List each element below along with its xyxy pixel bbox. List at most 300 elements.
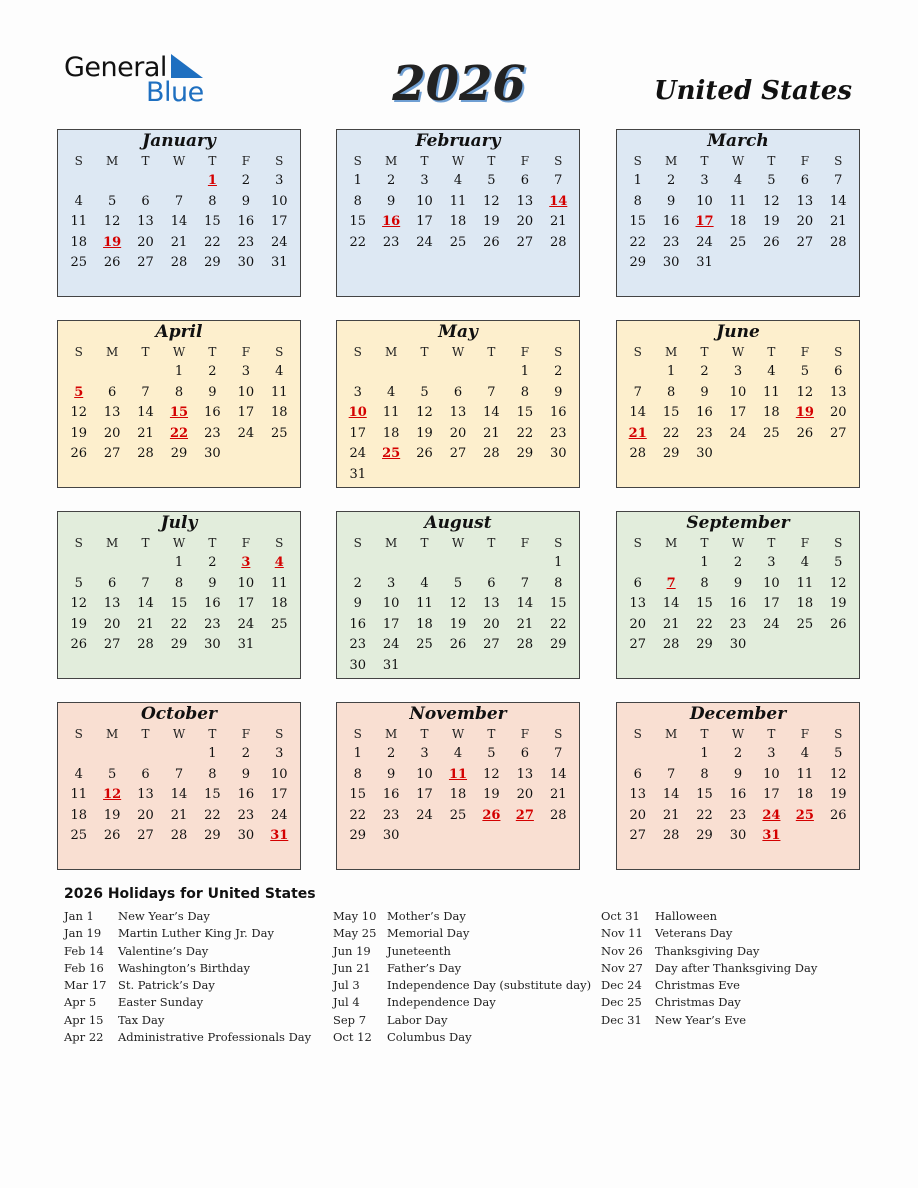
day-cell: 22 bbox=[170, 616, 188, 632]
month-may bbox=[336, 320, 580, 488]
day-cell: 3 bbox=[700, 173, 709, 188]
calendar-year: 2026 bbox=[392, 56, 526, 112]
holiday-date: Oct 12 bbox=[333, 1030, 372, 1045]
day-cell: 3 bbox=[353, 384, 362, 400]
day-cell: 30 bbox=[662, 255, 680, 271]
weekday-label: S bbox=[353, 154, 362, 168]
day-cell: 25 bbox=[271, 425, 288, 441]
holiday-row bbox=[601, 994, 871, 1011]
holiday-row bbox=[64, 1029, 334, 1046]
day-cell: 29 bbox=[696, 828, 713, 844]
day-cell: 3 bbox=[767, 555, 776, 570]
weekday-label: T bbox=[700, 345, 709, 359]
day-cell: 6 bbox=[141, 766, 150, 782]
day-cell: 18 bbox=[70, 234, 87, 250]
holiday-day-cell: 27 bbox=[515, 807, 534, 823]
holiday-name: Christmas Eve bbox=[655, 978, 740, 993]
day-cell: 10 bbox=[763, 575, 780, 591]
day-cell: 11 bbox=[70, 214, 87, 230]
day-cell: 23 bbox=[237, 807, 255, 823]
weekday-label: F bbox=[241, 345, 251, 359]
day-cell: 6 bbox=[107, 384, 117, 400]
day-cell: 4 bbox=[453, 173, 463, 188]
day-cell: 6 bbox=[487, 575, 496, 591]
day-cell: 17 bbox=[382, 616, 400, 632]
day-cell: 25 bbox=[796, 616, 814, 632]
day-cell: 17 bbox=[729, 405, 747, 421]
holiday-name: Halloween bbox=[655, 909, 718, 923]
empty-cell bbox=[162, 744, 195, 765]
day-cell: 18 bbox=[382, 425, 400, 441]
day-cell: 6 bbox=[453, 384, 463, 400]
holiday-column bbox=[333, 908, 603, 1046]
empty-cell bbox=[475, 553, 508, 574]
day-cell: 5 bbox=[487, 173, 496, 188]
day-cell: 19 bbox=[70, 616, 87, 632]
weekday-label: F bbox=[800, 345, 810, 359]
day-cell: 25 bbox=[70, 828, 87, 844]
month-grid bbox=[617, 152, 859, 274]
day-cell: 11 bbox=[796, 766, 814, 782]
weekday-label: T bbox=[487, 345, 496, 359]
day-cell: 23 bbox=[382, 234, 400, 250]
empty-cell bbox=[95, 744, 128, 765]
day-cell: 10 bbox=[237, 575, 255, 591]
day-cell: 12 bbox=[483, 193, 500, 209]
weekday-label: W bbox=[451, 154, 465, 168]
day-cell: 18 bbox=[796, 787, 814, 803]
empty-cell bbox=[341, 553, 374, 574]
empty-cell bbox=[374, 553, 407, 574]
day-cell: 20 bbox=[516, 787, 534, 803]
day-cell: 7 bbox=[666, 766, 676, 782]
day-cell: 3 bbox=[241, 364, 250, 379]
day-cell: 14 bbox=[170, 214, 188, 230]
holiday-date: Jun 19 bbox=[333, 943, 371, 958]
day-cell: 8 bbox=[174, 575, 184, 591]
day-cell: 7 bbox=[174, 193, 184, 209]
empty-cell bbox=[129, 744, 162, 765]
weekday-label: F bbox=[800, 727, 810, 741]
holiday-name: Veterans Day bbox=[655, 926, 733, 941]
month-september bbox=[616, 511, 860, 679]
holiday-row bbox=[601, 977, 871, 994]
holiday-row bbox=[601, 908, 871, 925]
holiday-day-cell: 1 bbox=[207, 173, 217, 188]
weekday-label: W bbox=[731, 154, 745, 168]
holidays-title: 2026 Holidays for United States bbox=[64, 886, 316, 902]
day-cell: 19 bbox=[416, 425, 433, 441]
day-cell: 28 bbox=[629, 446, 646, 462]
day-cell: 6 bbox=[141, 193, 150, 209]
day-cell: 13 bbox=[137, 214, 154, 230]
month-january bbox=[57, 129, 301, 297]
weekday-label: M bbox=[105, 727, 119, 741]
day-cell: 19 bbox=[483, 787, 500, 803]
day-cell: 16 bbox=[696, 405, 713, 421]
day-cell: 12 bbox=[70, 596, 87, 612]
day-cell: 30 bbox=[237, 255, 255, 271]
weekday-label: W bbox=[172, 154, 186, 168]
day-cell: 12 bbox=[830, 766, 847, 782]
holiday-row bbox=[64, 1012, 334, 1029]
day-cell: 28 bbox=[137, 637, 154, 653]
day-cell: 9 bbox=[554, 384, 563, 400]
day-cell: 1 bbox=[700, 746, 709, 761]
empty-cell bbox=[129, 362, 162, 383]
weekday-label: S bbox=[834, 727, 843, 741]
holiday-name: Mother’s Day bbox=[387, 909, 466, 923]
day-cell: 2 bbox=[241, 746, 250, 761]
day-cell: 20 bbox=[449, 425, 467, 441]
day-cell: 9 bbox=[666, 193, 676, 209]
day-cell: 8 bbox=[700, 575, 709, 591]
day-cell: 12 bbox=[70, 405, 87, 421]
day-cell: 17 bbox=[416, 787, 433, 803]
day-cell: 13 bbox=[629, 596, 646, 612]
weekday-label: F bbox=[800, 154, 810, 168]
day-cell: 20 bbox=[629, 616, 646, 632]
day-cell: 16 bbox=[204, 596, 221, 612]
holiday-name: Father’s Day bbox=[387, 960, 462, 975]
day-cell: 20 bbox=[103, 616, 121, 632]
day-cell: 16 bbox=[349, 616, 366, 632]
day-cell: 6 bbox=[834, 364, 843, 379]
day-cell: 19 bbox=[830, 787, 847, 803]
empty-cell bbox=[621, 553, 654, 574]
day-cell: 8 bbox=[700, 766, 709, 782]
day-cell: 20 bbox=[830, 405, 847, 421]
day-cell: 12 bbox=[763, 193, 780, 209]
holiday-day-cell: 12 bbox=[103, 787, 122, 803]
day-cell: 8 bbox=[208, 193, 217, 209]
day-cell: 20 bbox=[137, 234, 154, 250]
weekday-label: S bbox=[633, 345, 642, 359]
day-cell: 14 bbox=[662, 787, 680, 803]
weekday-label: M bbox=[105, 345, 119, 359]
weekday-label: M bbox=[664, 345, 678, 359]
holiday-day-cell: 24 bbox=[762, 807, 781, 823]
day-cell: 11 bbox=[416, 596, 433, 612]
weekday-label: T bbox=[208, 536, 217, 550]
weekday-label: M bbox=[664, 727, 678, 741]
day-cell: 30 bbox=[382, 828, 400, 844]
month-december bbox=[616, 702, 860, 870]
day-cell: 16 bbox=[729, 787, 747, 803]
day-cell: 24 bbox=[237, 425, 255, 441]
month-grid bbox=[617, 725, 859, 847]
weekday-label: W bbox=[451, 345, 465, 359]
day-cell: 15 bbox=[204, 787, 221, 803]
day-cell: 5 bbox=[453, 575, 463, 591]
day-cell: 6 bbox=[520, 173, 529, 188]
holiday-row bbox=[64, 925, 334, 942]
month-grid bbox=[58, 534, 300, 656]
day-cell: 6 bbox=[520, 746, 529, 761]
holiday-day-cell: 7 bbox=[666, 575, 676, 591]
holiday-name: Thanksgiving Day bbox=[655, 943, 760, 958]
holiday-row bbox=[333, 994, 603, 1011]
day-cell: 13 bbox=[830, 384, 847, 400]
weekday-label: S bbox=[353, 536, 362, 550]
empty-cell bbox=[374, 362, 407, 383]
weekday-label: M bbox=[664, 154, 678, 168]
day-cell: 5 bbox=[487, 746, 496, 761]
day-cell: 2 bbox=[386, 746, 396, 761]
day-cell: 8 bbox=[353, 766, 362, 782]
weekday-label: S bbox=[275, 345, 284, 359]
month-grid bbox=[58, 725, 300, 847]
day-cell: 17 bbox=[271, 214, 288, 230]
day-cell: 15 bbox=[170, 596, 188, 612]
day-cell: 17 bbox=[416, 214, 433, 230]
day-cell: 7 bbox=[141, 384, 150, 400]
day-cell: 4 bbox=[275, 364, 284, 379]
month-october bbox=[57, 702, 301, 870]
day-cell: 25 bbox=[70, 255, 87, 271]
empty-cell bbox=[654, 744, 687, 765]
day-cell: 26 bbox=[830, 616, 847, 632]
holiday-date: Dec 24 bbox=[601, 978, 642, 993]
day-cell: 16 bbox=[729, 596, 747, 612]
day-cell: 15 bbox=[662, 405, 680, 421]
day-cell: 25 bbox=[271, 616, 288, 632]
month-name: November bbox=[409, 704, 507, 724]
weekday-label: T bbox=[208, 727, 217, 741]
day-cell: 7 bbox=[554, 173, 563, 188]
day-cell: 27 bbox=[830, 425, 847, 441]
weekday-label: W bbox=[172, 536, 186, 550]
day-cell: 14 bbox=[550, 766, 567, 782]
empty-cell bbox=[621, 362, 654, 383]
day-cell: 22 bbox=[204, 234, 221, 250]
day-cell: 20 bbox=[796, 214, 814, 230]
month-march bbox=[616, 129, 860, 297]
weekday-label: S bbox=[554, 345, 563, 359]
day-cell: 1 bbox=[554, 555, 563, 570]
holiday-row bbox=[333, 960, 603, 977]
empty-cell bbox=[475, 362, 508, 383]
day-cell: 17 bbox=[349, 425, 366, 441]
weekday-label: M bbox=[384, 536, 398, 550]
weekday-label: M bbox=[664, 536, 678, 550]
day-cell: 31 bbox=[237, 637, 255, 653]
holiday-row bbox=[601, 960, 871, 977]
day-cell: 29 bbox=[662, 446, 680, 462]
holiday-name: New Year’s Day bbox=[118, 909, 210, 923]
weekday-label: T bbox=[420, 536, 429, 550]
weekday-label: W bbox=[451, 536, 465, 550]
day-cell: 9 bbox=[208, 384, 217, 400]
day-cell: 23 bbox=[696, 425, 713, 441]
holiday-row bbox=[601, 925, 871, 942]
day-cell: 10 bbox=[237, 384, 255, 400]
day-cell: 26 bbox=[416, 446, 433, 462]
holiday-day-cell: 16 bbox=[382, 214, 401, 230]
holiday-name: Easter Sunday bbox=[118, 995, 204, 1010]
holiday-date: Oct 31 bbox=[601, 909, 640, 923]
holiday-day-cell: 25 bbox=[382, 446, 401, 462]
day-cell: 1 bbox=[174, 364, 184, 379]
day-cell: 13 bbox=[516, 193, 534, 209]
day-cell: 2 bbox=[241, 173, 250, 188]
day-cell: 26 bbox=[796, 425, 814, 441]
day-cell: 3 bbox=[386, 575, 396, 591]
day-cell: 18 bbox=[449, 214, 467, 230]
empty-cell bbox=[129, 171, 162, 192]
day-cell: 22 bbox=[349, 234, 366, 250]
holiday-day-cell: 15 bbox=[169, 405, 189, 421]
day-cell: 9 bbox=[386, 766, 396, 782]
day-cell: 10 bbox=[382, 596, 400, 612]
month-august bbox=[336, 511, 580, 679]
weekday-label: S bbox=[834, 536, 843, 550]
day-cell: 24 bbox=[237, 616, 255, 632]
day-cell: 18 bbox=[271, 405, 288, 421]
day-cell: 15 bbox=[516, 405, 534, 421]
empty-cell bbox=[341, 362, 374, 383]
weekday-label: W bbox=[731, 345, 745, 359]
day-cell: 1 bbox=[174, 555, 184, 570]
weekday-label: M bbox=[105, 536, 119, 550]
day-cell: 27 bbox=[516, 234, 534, 250]
day-cell: 18 bbox=[763, 405, 780, 421]
holiday-row bbox=[64, 943, 334, 960]
day-cell: 30 bbox=[204, 637, 221, 653]
day-cell: 22 bbox=[696, 616, 713, 632]
day-cell: 29 bbox=[170, 637, 188, 653]
weekday-label: S bbox=[353, 727, 362, 741]
day-cell: 9 bbox=[700, 384, 709, 400]
day-cell: 4 bbox=[386, 384, 396, 400]
day-cell: 10 bbox=[271, 766, 288, 782]
holiday-row bbox=[333, 943, 603, 960]
holiday-day-cell: 19 bbox=[103, 234, 122, 250]
day-cell: 13 bbox=[483, 596, 500, 612]
month-name: March bbox=[707, 131, 769, 151]
day-cell: 28 bbox=[170, 828, 188, 844]
holiday-day-cell: 21 bbox=[628, 425, 647, 441]
holiday-row bbox=[64, 908, 334, 925]
day-cell: 1 bbox=[353, 173, 362, 188]
day-cell: 22 bbox=[696, 807, 713, 823]
month-name: September bbox=[686, 513, 790, 533]
month-grid bbox=[337, 343, 579, 486]
day-cell: 29 bbox=[696, 637, 713, 653]
day-cell: 24 bbox=[729, 425, 747, 441]
day-cell: 2 bbox=[733, 555, 743, 570]
month-february bbox=[336, 129, 580, 297]
day-cell: 14 bbox=[629, 405, 646, 421]
day-cell: 14 bbox=[137, 405, 154, 421]
holiday-name: Washington’s Birthday bbox=[118, 960, 250, 975]
weekday-label: T bbox=[487, 154, 496, 168]
day-cell: 18 bbox=[70, 807, 87, 823]
day-cell: 17 bbox=[237, 596, 255, 612]
day-cell: 31 bbox=[382, 657, 400, 673]
holiday-date: Jan 1 bbox=[64, 909, 94, 923]
day-cell: 26 bbox=[830, 807, 847, 823]
month-name: June bbox=[716, 322, 760, 342]
day-cell: 23 bbox=[729, 807, 747, 823]
day-cell: 22 bbox=[516, 425, 534, 441]
day-cell: 22 bbox=[662, 425, 680, 441]
day-cell: 27 bbox=[137, 255, 154, 271]
day-cell: 21 bbox=[170, 234, 188, 250]
day-cell: 8 bbox=[353, 193, 362, 209]
empty-cell bbox=[129, 553, 162, 574]
day-cell: 7 bbox=[487, 384, 496, 400]
month-name: August bbox=[424, 513, 492, 533]
day-cell: 27 bbox=[103, 637, 121, 653]
day-cell: 14 bbox=[170, 787, 188, 803]
month-july bbox=[57, 511, 301, 679]
day-cell: 29 bbox=[349, 828, 366, 844]
day-cell: 13 bbox=[796, 193, 814, 209]
day-cell: 25 bbox=[449, 234, 467, 250]
weekday-label: T bbox=[141, 345, 150, 359]
day-cell: 28 bbox=[662, 637, 680, 653]
day-cell: 3 bbox=[420, 746, 429, 761]
weekday-label: T bbox=[141, 727, 150, 741]
day-cell: 5 bbox=[420, 384, 429, 400]
holiday-day-cell: 4 bbox=[274, 555, 284, 570]
day-cell: 7 bbox=[554, 746, 563, 761]
day-cell: 13 bbox=[103, 405, 121, 421]
day-cell: 16 bbox=[204, 405, 221, 421]
day-cell: 23 bbox=[729, 616, 747, 632]
day-cell: 15 bbox=[550, 596, 567, 612]
day-cell: 10 bbox=[271, 193, 288, 209]
holiday-day-cell: 10 bbox=[348, 405, 367, 421]
holiday-day-cell: 17 bbox=[695, 214, 714, 230]
month-grid bbox=[337, 725, 579, 847]
month-june bbox=[616, 320, 860, 488]
day-cell: 22 bbox=[629, 234, 646, 250]
month-grid bbox=[58, 152, 300, 274]
day-cell: 3 bbox=[733, 364, 743, 379]
day-cell: 8 bbox=[633, 193, 642, 209]
holiday-name: Martin Luther King Jr. Day bbox=[118, 926, 274, 941]
day-cell: 9 bbox=[733, 766, 743, 782]
day-cell: 21 bbox=[137, 425, 154, 441]
day-cell: 27 bbox=[483, 637, 500, 653]
day-cell: 31 bbox=[696, 255, 713, 271]
day-cell: 21 bbox=[662, 807, 680, 823]
holiday-day-cell: 5 bbox=[74, 384, 84, 400]
day-cell: 23 bbox=[349, 637, 366, 653]
day-cell: 29 bbox=[204, 255, 221, 271]
holiday-day-cell: 11 bbox=[448, 766, 468, 782]
day-cell: 30 bbox=[237, 828, 255, 844]
day-cell: 18 bbox=[796, 596, 814, 612]
day-cell: 23 bbox=[204, 616, 221, 632]
day-cell: 5 bbox=[834, 555, 843, 570]
holiday-row bbox=[64, 960, 334, 977]
day-cell: 8 bbox=[174, 384, 184, 400]
holiday-name: Valentine’s Day bbox=[118, 943, 209, 958]
weekday-label: T bbox=[700, 154, 709, 168]
weekday-label: S bbox=[74, 154, 83, 168]
weekday-label: T bbox=[420, 345, 429, 359]
day-cell: 23 bbox=[382, 807, 400, 823]
day-cell: 29 bbox=[516, 446, 534, 462]
holiday-date: Apr 22 bbox=[64, 1030, 104, 1045]
day-cell: 24 bbox=[763, 616, 780, 632]
weekday-label: T bbox=[767, 345, 776, 359]
day-cell: 2 bbox=[208, 364, 217, 379]
day-cell: 14 bbox=[516, 596, 534, 612]
